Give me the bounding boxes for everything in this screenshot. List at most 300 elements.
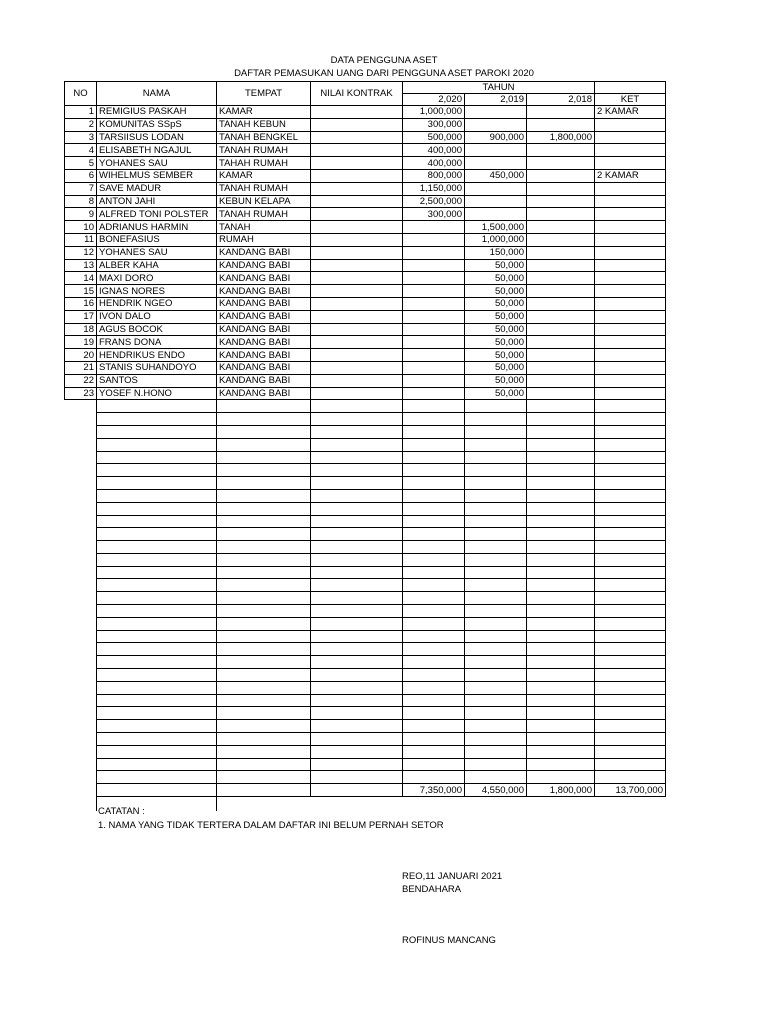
empty-cell <box>595 617 666 630</box>
empty-cell <box>527 771 595 784</box>
empty-cell <box>97 502 217 515</box>
cell-year-2018 <box>527 195 595 208</box>
empty-cell <box>403 515 465 528</box>
empty-cell <box>97 425 217 438</box>
cell-ket <box>595 246 666 259</box>
empty-cell <box>311 720 403 733</box>
empty-cell <box>97 413 217 426</box>
cell-ket: 2 KAMAR <box>595 169 666 182</box>
cell-nama: ALFRED TONI POLSTER <box>97 208 217 221</box>
cell-year-2020: 300,000 <box>403 208 465 221</box>
cell-year-2020 <box>403 221 465 234</box>
cell-ket <box>595 387 666 400</box>
header-ket-top <box>595 82 666 94</box>
empty-cell <box>595 489 666 502</box>
empty-cell <box>217 720 311 733</box>
empty-cell <box>311 592 403 605</box>
empty-cell <box>97 617 217 630</box>
empty-cell <box>65 464 97 477</box>
empty-cell <box>65 489 97 502</box>
cell-year-2018 <box>527 208 595 221</box>
cell-nilai-kontrak <box>311 272 403 285</box>
empty-cell <box>527 681 595 694</box>
cell-year-2018 <box>527 387 595 400</box>
empty-cell <box>311 745 403 758</box>
cell-year-2019 <box>465 182 527 195</box>
cell-nilai-kontrak <box>311 259 403 272</box>
cell-nama: TARSIISUS LODAN <box>97 131 217 144</box>
empty-cell <box>97 605 217 618</box>
cell-nilai-kontrak <box>311 106 403 119</box>
cell-year-2019: 50,000 <box>465 310 527 323</box>
empty-cell <box>97 771 217 784</box>
empty-cell <box>97 553 217 566</box>
empty-cell <box>217 464 311 477</box>
empty-cell <box>465 733 527 746</box>
cell-year-2020: 1,000,000 <box>403 106 465 119</box>
empty-cell <box>527 605 595 618</box>
cell-year-2018 <box>527 259 595 272</box>
empty-cell <box>97 528 217 541</box>
cell-year-2020: 500,000 <box>403 131 465 144</box>
empty-cell <box>527 707 595 720</box>
empty-cell <box>217 553 311 566</box>
cell-nilai-kontrak <box>311 182 403 195</box>
cell-year-2019: 1,500,000 <box>465 221 527 234</box>
empty-cell <box>65 566 97 579</box>
cell-no: 15 <box>65 285 97 298</box>
cell-no: 19 <box>65 336 97 349</box>
empty-cell <box>465 707 527 720</box>
table-row <box>65 259 666 272</box>
cell-nilai-kontrak <box>311 387 403 400</box>
empty-cell <box>65 643 97 656</box>
empty-cell <box>465 720 527 733</box>
cell-year-2019: 50,000 <box>465 336 527 349</box>
note-1: 1. NAMA YANG TIDAK TERTERA DALAM DAFTAR INI BELUM PERNAH SETOR <box>98 820 444 831</box>
cell-nama: ANTON JAHI <box>97 195 217 208</box>
cell-tempat: KANDANG BABI <box>217 285 311 298</box>
empty-cell <box>97 720 217 733</box>
cell-tempat: KANDANG BABI <box>217 387 311 400</box>
header-nilai-kontrak: NILAI KONTRAK <box>311 82 403 106</box>
empty-cell <box>65 502 97 515</box>
header-ket: KET <box>595 94 666 106</box>
empty-row <box>65 438 666 451</box>
cell-year-2019: 50,000 <box>465 323 527 336</box>
empty-cell <box>65 771 97 784</box>
empty-row <box>65 630 666 643</box>
empty-cell <box>217 489 311 502</box>
empty-cell <box>465 643 527 656</box>
header-tahun: TAHUN <box>403 82 595 94</box>
cell-nama: SANTOS <box>97 374 217 387</box>
cell-nama: ALBER KAHA <box>97 259 217 272</box>
table-row <box>65 131 666 144</box>
empty-cell <box>595 592 666 605</box>
cell-nama: IGNAS NORES <box>97 285 217 298</box>
empty-cell <box>217 707 311 720</box>
empty-cell <box>311 541 403 554</box>
empty-cell <box>65 528 97 541</box>
cell-year-2018 <box>527 233 595 246</box>
cell-nama: ELISABETH NGAJUL <box>97 144 217 157</box>
empty-cell <box>403 566 465 579</box>
cell-ket <box>595 118 666 131</box>
empty-cell <box>311 758 403 771</box>
cell-year-2018 <box>527 297 595 310</box>
cell-year-2019: 1,000,000 <box>465 233 527 246</box>
empty-cell <box>527 758 595 771</box>
cell-year-2018 <box>527 118 595 131</box>
table-row <box>65 285 666 298</box>
empty-cell <box>403 758 465 771</box>
empty-cell <box>311 643 403 656</box>
empty-cell <box>311 451 403 464</box>
empty-cell <box>65 541 97 554</box>
cell-nilai-kontrak <box>311 157 403 170</box>
empty-cell <box>465 464 527 477</box>
empty-row <box>65 477 666 490</box>
empty-cell <box>403 464 465 477</box>
cell-no: 10 <box>65 221 97 234</box>
cell-no: 20 <box>65 349 97 362</box>
empty-cell <box>527 528 595 541</box>
empty-cell <box>465 425 527 438</box>
empty-row <box>65 579 666 592</box>
empty-cell <box>311 605 403 618</box>
empty-cell <box>527 592 595 605</box>
cell-nilai-kontrak <box>311 297 403 310</box>
cell-year-2020 <box>403 233 465 246</box>
empty-cell <box>97 579 217 592</box>
empty-cell <box>527 643 595 656</box>
cell-nilai-kontrak <box>311 169 403 182</box>
empty-cell <box>595 438 666 451</box>
table-row <box>65 169 666 182</box>
empty-cell <box>65 733 97 746</box>
cell-no: 5 <box>65 157 97 170</box>
empty-cell <box>65 553 97 566</box>
empty-cell <box>595 656 666 669</box>
empty-cell <box>403 669 465 682</box>
cell-tempat: KANDANG BABI <box>217 310 311 323</box>
empty-cell <box>97 477 217 490</box>
empty-cell <box>217 515 311 528</box>
asset-users-table <box>64 81 666 811</box>
cell-year-2018: 1,800,000 <box>527 131 595 144</box>
cell-ket <box>595 195 666 208</box>
signature-role: BENDAHARA <box>402 884 462 895</box>
empty-cell <box>65 605 97 618</box>
empty-cell <box>217 502 311 515</box>
empty-cell <box>403 579 465 592</box>
table-row <box>65 349 666 362</box>
cell-ket <box>595 131 666 144</box>
empty-cell <box>217 566 311 579</box>
empty-cell <box>217 784 311 797</box>
cell-ket <box>595 323 666 336</box>
empty-row <box>65 413 666 426</box>
cell-year-2020: 300,000 <box>403 118 465 131</box>
empty-cell <box>595 579 666 592</box>
cell-nama: HENDRIK NGEO <box>97 297 217 310</box>
empty-cell <box>465 515 527 528</box>
empty-cell <box>403 592 465 605</box>
empty-cell <box>527 745 595 758</box>
cell-nama: BONEFASIUS <box>97 233 217 246</box>
cell-tempat: TANAH BENGKEL <box>217 131 311 144</box>
empty-cell <box>65 451 97 464</box>
cell-ket <box>595 233 666 246</box>
empty-cell <box>65 681 97 694</box>
empty-cell <box>217 733 311 746</box>
empty-cell <box>311 669 403 682</box>
cell-year-2020 <box>403 259 465 272</box>
empty-cell <box>217 438 311 451</box>
cell-ket: 2 KAMAR <box>595 106 666 119</box>
cell-no: 13 <box>65 259 97 272</box>
cell-nama: FRANS DONA <box>97 336 217 349</box>
cell-ket <box>595 336 666 349</box>
empty-cell <box>217 477 311 490</box>
empty-cell <box>217 745 311 758</box>
empty-row <box>65 643 666 656</box>
empty-row <box>65 451 666 464</box>
cell-no: 21 <box>65 361 97 374</box>
cell-nilai-kontrak <box>311 118 403 131</box>
empty-cell <box>403 694 465 707</box>
empty-cell <box>217 451 311 464</box>
cell-nama: HENDRIKUS ENDO <box>97 349 217 362</box>
notes-label: CATATAN : <box>98 806 145 817</box>
empty-cell <box>97 643 217 656</box>
empty-cell <box>311 413 403 426</box>
empty-cell <box>595 541 666 554</box>
empty-cell <box>465 605 527 618</box>
empty-cell <box>403 617 465 630</box>
empty-cell <box>465 502 527 515</box>
empty-cell <box>65 745 97 758</box>
cell-ket <box>595 374 666 387</box>
cell-year-2020 <box>403 246 465 259</box>
cell-year-2020 <box>403 387 465 400</box>
cell-year-2018 <box>527 246 595 259</box>
cell-ket <box>595 182 666 195</box>
empty-cell <box>97 784 217 797</box>
empty-cell <box>595 771 666 784</box>
empty-cell <box>465 758 527 771</box>
empty-row <box>65 605 666 618</box>
notes-box-row <box>65 797 666 812</box>
empty-row <box>65 694 666 707</box>
empty-cell <box>595 566 666 579</box>
table-row <box>65 272 666 285</box>
empty-cell <box>311 515 403 528</box>
cell-nilai-kontrak <box>311 144 403 157</box>
cell-year-2020 <box>403 272 465 285</box>
total-ket: 13,700,000 <box>595 784 666 797</box>
cell-year-2020: 1,150,000 <box>403 182 465 195</box>
empty-cell <box>403 553 465 566</box>
empty-cell <box>465 413 527 426</box>
header-tempat: TEMPAT <box>217 82 311 106</box>
empty-cell <box>595 669 666 682</box>
cell-tempat: KANDANG BABI <box>217 259 311 272</box>
cell-nilai-kontrak <box>311 361 403 374</box>
cell-tempat: KANDANG BABI <box>217 246 311 259</box>
cell-year-2019 <box>465 208 527 221</box>
cell-tempat: TANAH RUMAH <box>217 208 311 221</box>
table-row <box>65 221 666 234</box>
empty-cell <box>403 502 465 515</box>
cell-nilai-kontrak <box>311 233 403 246</box>
empty-row <box>65 528 666 541</box>
empty-cell <box>595 720 666 733</box>
empty-cell <box>595 515 666 528</box>
cell-year-2018 <box>527 349 595 362</box>
empty-cell <box>217 413 311 426</box>
empty-cell <box>97 438 217 451</box>
empty-cell <box>465 579 527 592</box>
empty-cell <box>595 464 666 477</box>
empty-cell <box>595 425 666 438</box>
empty-cell <box>403 643 465 656</box>
empty-cell <box>465 566 527 579</box>
cell-ket <box>595 361 666 374</box>
empty-cell <box>311 630 403 643</box>
cell-nama: STANIS SUHANDOYO <box>97 361 217 374</box>
empty-cell <box>595 733 666 746</box>
header-year-2020: 2,020 <box>403 94 465 106</box>
empty-cell <box>65 425 97 438</box>
cell-no: 18 <box>65 323 97 336</box>
cell-nilai-kontrak <box>311 285 403 298</box>
empty-cell <box>97 733 217 746</box>
cell-year-2019: 450,000 <box>465 169 527 182</box>
cell-ket <box>595 157 666 170</box>
empty-cell <box>527 733 595 746</box>
empty-cell <box>527 617 595 630</box>
empty-cell <box>403 541 465 554</box>
empty-cell <box>217 541 311 554</box>
empty-cell <box>217 579 311 592</box>
cell-year-2020 <box>403 323 465 336</box>
empty-cell <box>97 707 217 720</box>
empty-cell <box>311 438 403 451</box>
empty-cell <box>311 784 403 797</box>
cell-year-2020 <box>403 349 465 362</box>
cell-no: 11 <box>65 233 97 246</box>
empty-cell <box>465 553 527 566</box>
empty-cell <box>403 400 465 413</box>
empty-cell <box>465 669 527 682</box>
cell-nama: YOSEF N.HONO <box>97 387 217 400</box>
empty-cell <box>403 425 465 438</box>
empty-cell <box>465 592 527 605</box>
cell-year-2020: 2,500,000 <box>403 195 465 208</box>
empty-cell <box>217 617 311 630</box>
cell-nama: YOHANES SAU <box>97 157 217 170</box>
empty-cell <box>403 438 465 451</box>
cell-year-2020 <box>403 285 465 298</box>
empty-cell <box>465 617 527 630</box>
empty-cell <box>65 656 97 669</box>
empty-cell <box>527 464 595 477</box>
header-nama: NAMA <box>97 82 217 106</box>
cell-year-2019: 50,000 <box>465 272 527 285</box>
table-row <box>65 208 666 221</box>
cell-tempat: KANDANG BABI <box>217 272 311 285</box>
empty-cell <box>97 489 217 502</box>
totals-row <box>65 784 666 797</box>
cell-no: 12 <box>65 246 97 259</box>
empty-cell <box>311 425 403 438</box>
cell-year-2018 <box>527 144 595 157</box>
empty-cell <box>465 681 527 694</box>
empty-cell <box>217 592 311 605</box>
empty-cell <box>311 771 403 784</box>
cell-nilai-kontrak <box>311 221 403 234</box>
empty-cell <box>595 528 666 541</box>
cell-year-2018 <box>527 323 595 336</box>
empty-cell <box>65 413 97 426</box>
total-y2018: 1,800,000 <box>527 784 595 797</box>
cell-year-2018 <box>527 336 595 349</box>
empty-cell <box>465 656 527 669</box>
empty-cell <box>527 477 595 490</box>
cell-year-2019: 50,000 <box>465 361 527 374</box>
empty-cell <box>65 694 97 707</box>
cell-year-2019 <box>465 157 527 170</box>
empty-cell <box>311 681 403 694</box>
empty-row <box>65 656 666 669</box>
empty-row <box>65 400 666 413</box>
empty-cell <box>217 643 311 656</box>
table-row <box>65 106 666 119</box>
empty-cell <box>403 733 465 746</box>
empty-cell <box>311 566 403 579</box>
table-row <box>65 387 666 400</box>
empty-row <box>65 771 666 784</box>
empty-cell <box>217 605 311 618</box>
empty-cell <box>217 758 311 771</box>
cell-year-2018 <box>527 106 595 119</box>
table-row <box>65 374 666 387</box>
empty-cell <box>595 630 666 643</box>
empty-cell <box>97 630 217 643</box>
table-row <box>65 361 666 374</box>
table-row <box>65 297 666 310</box>
cell-tempat: KANDANG BABI <box>217 374 311 387</box>
table-row <box>65 246 666 259</box>
empty-cell <box>403 489 465 502</box>
document-subtitle: DAFTAR PEMASUKAN UANG DARI PENGGUNA ASET PAROKI 2020 <box>234 68 534 79</box>
cell-tempat: RUMAH <box>217 233 311 246</box>
empty-cell <box>465 694 527 707</box>
cell-year-2019: 50,000 <box>465 387 527 400</box>
empty-cell <box>217 656 311 669</box>
cell-year-2020: 800,000 <box>403 169 465 182</box>
empty-cell <box>595 643 666 656</box>
empty-cell <box>527 425 595 438</box>
cell-tempat: KAMAR <box>217 169 311 182</box>
empty-row <box>65 733 666 746</box>
cell-no: 14 <box>65 272 97 285</box>
cell-no: 17 <box>65 310 97 323</box>
empty-cell <box>403 477 465 490</box>
empty-cell <box>403 681 465 694</box>
